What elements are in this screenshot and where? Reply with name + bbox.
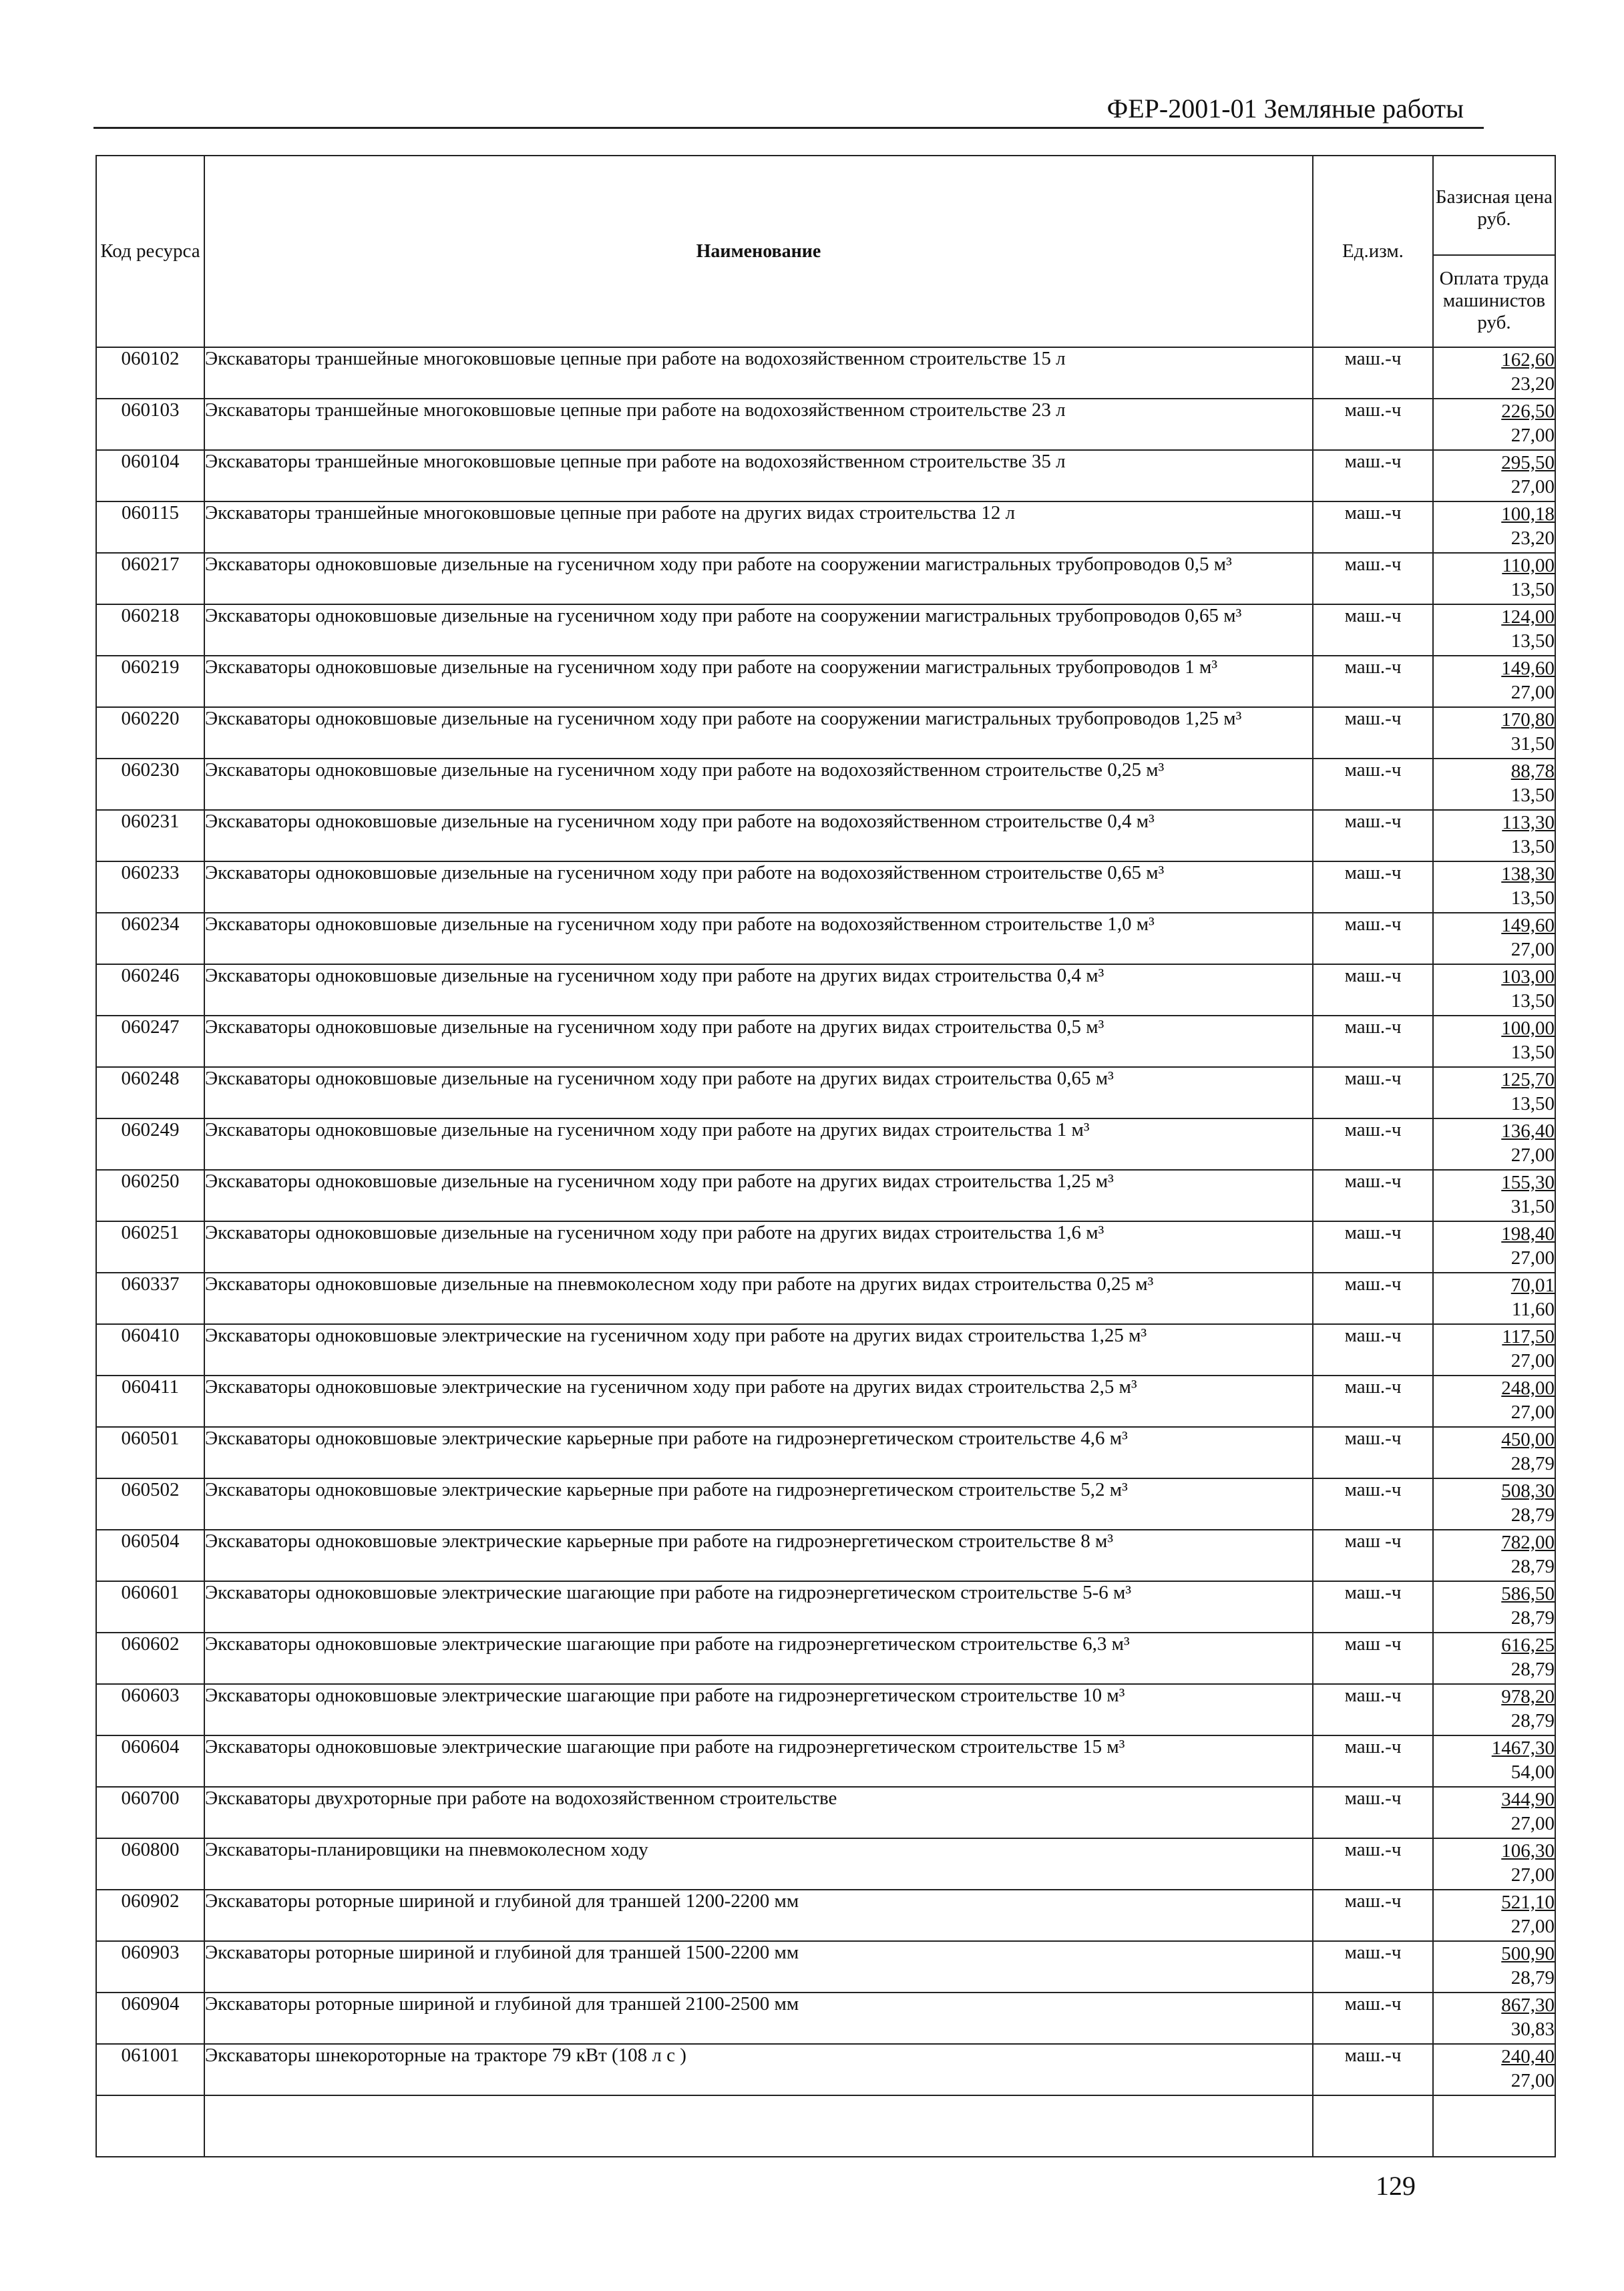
unit-of-measure: маш.-ч <box>1313 1684 1433 1735</box>
resource-code: 060219 <box>96 656 204 707</box>
base-price: 103,00 <box>1501 966 1555 988</box>
table-row <box>96 1067 1555 1118</box>
table-row <box>96 707 1555 759</box>
unit-of-measure: маш.-ч <box>1313 1427 1433 1478</box>
table-row <box>96 1530 1555 1581</box>
base-price: 124,00 <box>1501 606 1555 628</box>
unit-of-measure: маш.-ч <box>1313 1118 1433 1170</box>
table-row <box>96 553 1555 604</box>
operator-wage: 11,60 <box>1511 1299 1555 1320</box>
resource-code: 060604 <box>96 1735 204 1787</box>
unit-of-measure: маш.-ч <box>1313 1890 1433 1941</box>
unit-of-measure: маш.-ч <box>1313 759 1433 810</box>
unit-of-measure: маш.-ч <box>1313 1478 1433 1530</box>
unit-of-measure: маш.-ч <box>1313 913 1433 964</box>
price-cell <box>1433 1838 1555 1890</box>
price-cell <box>1433 501 1555 553</box>
operator-wage: 27,00 <box>1510 1247 1555 1269</box>
resource-code: 060504 <box>96 1530 204 1581</box>
base-price: 240,40 <box>1501 2046 1555 2067</box>
resource-name: Экскаваторы роторные шириной и глубиной для траншей 2100-2500 мм <box>204 1993 1313 2044</box>
operator-wage: 30,83 <box>1510 2019 1555 2040</box>
table-row <box>96 656 1555 707</box>
table-row <box>96 1684 1555 1735</box>
operator-wage: 27,00 <box>1510 1916 1555 1937</box>
table-row <box>96 1273 1555 1324</box>
resource-name: Экскаваторы траншейные многоковшовые цепные при работе на других видах строительства 12 л <box>204 501 1313 553</box>
base-price: 170,80 <box>1501 709 1555 731</box>
resource-name: Экскаваторы двухроторные при работе на водохозяйственном строительстве <box>204 1787 1313 1838</box>
unit-of-measure: маш.-ч <box>1313 707 1433 759</box>
base-price: 138,30 <box>1501 863 1555 885</box>
operator-wage: 28,79 <box>1510 1453 1555 1474</box>
operator-wage: 31,50 <box>1510 1196 1555 1217</box>
unit-of-measure: маш.-ч <box>1313 1787 1433 1838</box>
unit-of-measure: маш.-ч <box>1313 450 1433 501</box>
table-row <box>96 861 1555 913</box>
resource-name: Экскаваторы одноковшовые дизельные на гусеничном ходу при работе на других видах строительства 1 м³ <box>204 1118 1313 1170</box>
resource-code: 060233 <box>96 861 204 913</box>
empty-row <box>96 2095 1555 2157</box>
resource-name: Экскаваторы одноковшовые дизельные на гусеничном ходу при работе на других видах строительства 1,6 м³ <box>204 1221 1313 1273</box>
unit-of-measure: маш.-ч <box>1313 553 1433 604</box>
operator-wage: 27,00 <box>1510 1402 1555 1423</box>
base-price: 136,40 <box>1501 1120 1555 1142</box>
base-price: 521,10 <box>1501 1892 1555 1913</box>
operator-wage: 13,50 <box>1510 887 1555 909</box>
resource-name: Экскаваторы одноковшовые электрические на гусеничном ходу при работе на других видах строительства 1,25 м³ <box>204 1324 1313 1376</box>
resource-code: 060246 <box>96 964 204 1016</box>
col-header-operator-wage: Оплата труда машинистов руб. <box>1439 268 1549 334</box>
resource-code: 061001 <box>96 2044 204 2095</box>
col-header-name: Наименование <box>204 156 1313 347</box>
unit-of-measure: маш.-ч <box>1313 399 1433 450</box>
resource-code: 060602 <box>96 1633 204 1684</box>
resource-code: 060230 <box>96 759 204 810</box>
price-cell <box>1433 1273 1555 1324</box>
base-price: 162,60 <box>1501 349 1555 371</box>
table-row <box>96 913 1555 964</box>
unit-of-measure: маш.-ч <box>1313 861 1433 913</box>
resource-name: Экскаваторы одноковшовые дизельные на гусеничном ходу при работе на других видах строительства 0,5 м³ <box>204 1016 1313 1067</box>
resource-code: 060220 <box>96 707 204 759</box>
document-title: ФЕР-2001-01 Земляные работы <box>1106 93 1464 124</box>
operator-wage: 27,00 <box>1510 939 1555 960</box>
price-cell <box>1433 604 1555 656</box>
base-price: 226,50 <box>1501 401 1555 422</box>
resource-code: 060337 <box>96 1273 204 1324</box>
operator-wage: 27,00 <box>1510 1144 1555 1166</box>
price-cell <box>1433 553 1555 604</box>
base-price: 500,90 <box>1501 1943 1555 1964</box>
price-cell <box>1433 1067 1555 1118</box>
base-price: 149,60 <box>1501 915 1555 936</box>
price-cell <box>1433 1890 1555 1941</box>
operator-wage: 27,00 <box>1510 682 1555 703</box>
unit-of-measure: маш.-ч <box>1313 501 1433 553</box>
base-price: 1467,30 <box>1491 1737 1555 1759</box>
price-cell <box>1433 2044 1555 2095</box>
operator-wage: 13,50 <box>1510 1093 1555 1114</box>
table-row <box>96 1376 1555 1427</box>
resource-code: 060218 <box>96 604 204 656</box>
price-cell <box>1433 1735 1555 1787</box>
resource-code: 060103 <box>96 399 204 450</box>
resource-code: 060410 <box>96 1324 204 1376</box>
operator-wage: 27,00 <box>1510 1350 1555 1372</box>
table-body <box>96 347 1555 2157</box>
table-row <box>96 1787 1555 1838</box>
resource-code: 060247 <box>96 1016 204 1067</box>
resource-name: Экскаваторы одноковшовые дизельные на гусеничном ходу при работе на водохозяйственном строительстве 0,4 м³ <box>204 810 1313 861</box>
base-price: 782,00 <box>1501 1532 1555 1553</box>
resource-code: 060104 <box>96 450 204 501</box>
resource-code: 060502 <box>96 1478 204 1530</box>
price-cell <box>1433 1324 1555 1376</box>
operator-wage: 31,50 <box>1510 733 1555 755</box>
resource-name: Экскаваторы роторные шириной и глубиной для траншей 1200-2200 мм <box>204 1890 1313 1941</box>
base-price: 149,60 <box>1501 658 1555 679</box>
table-row <box>96 1993 1555 2044</box>
price-cell <box>1433 1016 1555 1067</box>
price-cell <box>1433 1684 1555 1735</box>
resource-name: Экскаваторы одноковшовые электрические шагающие при работе на гидроэнергетическом строительстве 10 м³ <box>204 1684 1313 1735</box>
operator-wage: 23,20 <box>1510 528 1555 549</box>
table-row <box>96 1735 1555 1787</box>
table-header-row <box>96 156 1555 347</box>
resource-code: 060231 <box>96 810 204 861</box>
resource-name: Экскаваторы одноковшовые электрические на гусеничном ходу при работе на других видах строительства 2,5 м³ <box>204 1376 1313 1427</box>
unit-of-measure: маш.-ч <box>1313 1324 1433 1376</box>
price-cell <box>1433 1993 1555 2044</box>
price-cell <box>1433 707 1555 759</box>
resource-code: 060249 <box>96 1118 204 1170</box>
price-cell <box>1433 399 1555 450</box>
price-cell <box>1433 861 1555 913</box>
resource-name: Экскаваторы роторные шириной и глубиной для траншей 1500-2200 мм <box>204 1941 1313 1993</box>
resource-code: 060115 <box>96 501 204 553</box>
price-cell <box>1433 347 1555 399</box>
resource-name: Экскаваторы одноковшовые электрические карьерные при работе на гидроэнергетическом строительстве 8 м³ <box>204 1530 1313 1581</box>
base-price: 113,30 <box>1502 812 1555 833</box>
empty-cell <box>96 2095 204 2157</box>
price-cell <box>1433 1941 1555 1993</box>
resource-name: Экскаваторы траншейные многоковшовые цепные при работе на водохозяйственном строительстве 15 л <box>204 347 1313 399</box>
base-price: 155,30 <box>1501 1172 1555 1193</box>
price-cell <box>1433 1376 1555 1427</box>
resource-name: Экскаваторы одноковшовые дизельные на гусеничном ходу при работе на сооружении магистральных трубопроводов 1,25 м³ <box>204 707 1313 759</box>
price-cell <box>1433 450 1555 501</box>
unit-of-measure: маш.-ч <box>1313 1170 1433 1221</box>
operator-wage: 28,79 <box>1510 1710 1555 1731</box>
resource-name: Экскаваторы-планировщики на пневмоколесном ходу <box>204 1838 1313 1890</box>
resource-code: 060248 <box>96 1067 204 1118</box>
base-price: 344,90 <box>1501 1789 1555 1810</box>
resource-name: Экскаваторы одноковшовые электрические шагающие при работе на гидроэнергетическом строительстве 15 м³ <box>204 1735 1313 1787</box>
operator-wage: 13,50 <box>1510 630 1555 652</box>
base-price: 70,01 <box>1510 1275 1555 1296</box>
resource-code: 060904 <box>96 1993 204 2044</box>
resource-name: Экскаваторы одноковшовые дизельные на гусеничном ходу при работе на сооружении магистральных трубопроводов 1 м³ <box>204 656 1313 707</box>
unit-of-measure: маш.-ч <box>1313 1221 1433 1273</box>
resource-name: Экскаваторы одноковшовые дизельные на гусеничном ходу при работе на водохозяйственном строительстве 0,65 м³ <box>204 861 1313 913</box>
running-header <box>93 93 1484 129</box>
base-price: 295,50 <box>1501 452 1555 473</box>
base-price: 88,78 <box>1510 761 1555 782</box>
unit-of-measure: маш.-ч <box>1313 2044 1433 2095</box>
base-price: 117,50 <box>1502 1326 1555 1347</box>
price-cell <box>1433 1221 1555 1273</box>
operator-wage: 13,50 <box>1510 990 1555 1012</box>
resource-name: Экскаваторы траншейные многоковшовые цепные при работе на водохозяйственном строительстве 23 л <box>204 399 1313 450</box>
price-cell <box>1433 913 1555 964</box>
empty-cell <box>204 2095 1313 2157</box>
table-row <box>96 2044 1555 2095</box>
resource-name: Экскаваторы одноковшовые электрические шагающие при работе на гидроэнергетическом строительстве 5-6 м³ <box>204 1581 1313 1633</box>
unit-of-measure: маш.-ч <box>1313 1581 1433 1633</box>
resource-code: 060601 <box>96 1581 204 1633</box>
col-header-base-price: Базисная цена руб. <box>1434 156 1555 256</box>
resource-code: 060250 <box>96 1170 204 1221</box>
col-header-unit: Ед.изм. <box>1313 156 1433 347</box>
resource-code: 060700 <box>96 1787 204 1838</box>
unit-of-measure: маш.-ч <box>1313 1273 1433 1324</box>
operator-wage: 28,79 <box>1510 1607 1555 1629</box>
table-row <box>96 1633 1555 1684</box>
unit-of-measure: маш.-ч <box>1313 347 1433 399</box>
resource-code: 060102 <box>96 347 204 399</box>
resource-name: Экскаваторы одноковшовые электрические шагающие при работе на гидроэнергетическом строительстве 6,3 м³ <box>204 1633 1313 1684</box>
resource-code: 060603 <box>96 1684 204 1735</box>
table-row <box>96 1890 1555 1941</box>
table-row <box>96 347 1555 399</box>
resource-name: Экскаваторы траншейные многоковшовые цепные при работе на водохозяйственном строительстве 35 л <box>204 450 1313 501</box>
resource-name: Экскаваторы шнекороторные на тракторе 79 кВт (108 л с ) <box>204 2044 1313 2095</box>
empty-cell <box>1433 2095 1555 2157</box>
operator-wage: 28,79 <box>1510 1556 1555 1577</box>
operator-wage: 13,50 <box>1510 836 1555 857</box>
table-row <box>96 1427 1555 1478</box>
resource-price-table <box>95 155 1556 2157</box>
col-header-code: Код ресурса <box>96 156 204 347</box>
unit-of-measure: маш -ч <box>1313 1633 1433 1684</box>
table-row <box>96 1016 1555 1067</box>
resource-name: Экскаваторы одноковшовые дизельные на гусеничном ходу при работе на сооружении магистральных трубопроводов 0,65 м³ <box>204 604 1313 656</box>
operator-wage: 28,79 <box>1510 1659 1555 1680</box>
resource-code: 060411 <box>96 1376 204 1427</box>
table-row <box>96 1118 1555 1170</box>
base-price: 198,40 <box>1501 1223 1555 1245</box>
base-price: 867,30 <box>1501 1995 1555 2016</box>
operator-wage: 28,79 <box>1510 1967 1555 1989</box>
price-cell <box>1433 759 1555 810</box>
base-price: 978,20 <box>1501 1686 1555 1707</box>
resource-name: Экскаваторы одноковшовые дизельные на гусеничном ходу при работе на водохозяйственном строительстве 0,25 м³ <box>204 759 1313 810</box>
resource-name: Экскаваторы одноковшовые дизельные на гусеничном ходу при работе на других видах строительства 1,25 м³ <box>204 1170 1313 1221</box>
base-price: 100,18 <box>1501 503 1555 525</box>
table-row <box>96 1838 1555 1890</box>
base-price: 616,25 <box>1501 1635 1555 1656</box>
operator-wage: 27,00 <box>1510 2070 1555 2091</box>
price-cell <box>1433 1170 1555 1221</box>
table-row <box>96 399 1555 450</box>
empty-cell <box>1313 2095 1433 2157</box>
price-cell <box>1433 1787 1555 1838</box>
unit-of-measure: маш.-ч <box>1313 1067 1433 1118</box>
table-row <box>96 759 1555 810</box>
base-price: 508,30 <box>1501 1480 1555 1502</box>
resource-name: Экскаваторы одноковшовые дизельные на гусеничном ходу при работе на других видах строительства 0,4 м³ <box>204 964 1313 1016</box>
base-price: 125,70 <box>1501 1069 1555 1090</box>
table-row <box>96 1221 1555 1273</box>
unit-of-measure: маш.-ч <box>1313 964 1433 1016</box>
price-cell <box>1433 1633 1555 1684</box>
base-price: 110,00 <box>1502 555 1555 576</box>
resource-code: 060234 <box>96 913 204 964</box>
operator-wage: 27,00 <box>1510 425 1555 446</box>
unit-of-measure: маш.-ч <box>1313 656 1433 707</box>
table-row <box>96 450 1555 501</box>
table-row <box>96 810 1555 861</box>
resource-name: Экскаваторы одноковшовые дизельные на гусеничном ходу при работе на водохозяйственном строительстве 1,0 м³ <box>204 913 1313 964</box>
base-price: 450,00 <box>1501 1429 1555 1450</box>
price-cell <box>1433 656 1555 707</box>
table-row <box>96 1324 1555 1376</box>
resource-name: Экскаваторы одноковшовые дизельные на гусеничном ходу при работе на других видах строительства 0,65 м³ <box>204 1067 1313 1118</box>
operator-wage: 54,00 <box>1510 1761 1555 1783</box>
operator-wage: 13,50 <box>1510 579 1555 600</box>
resource-code: 060217 <box>96 553 204 604</box>
table-row <box>96 501 1555 553</box>
price-cell <box>1433 1530 1555 1581</box>
resource-code: 060800 <box>96 1838 204 1890</box>
base-price: 586,50 <box>1501 1583 1555 1605</box>
unit-of-measure: маш.-ч <box>1313 1376 1433 1427</box>
base-price: 248,00 <box>1501 1378 1555 1399</box>
price-cell <box>1433 1478 1555 1530</box>
price-cell <box>1433 1581 1555 1633</box>
base-price: 100,00 <box>1501 1018 1555 1039</box>
page-number: 129 <box>1376 2171 1416 2201</box>
base-price: 106,30 <box>1501 1840 1555 1862</box>
unit-of-measure: маш.-ч <box>1313 1993 1433 2044</box>
table-row <box>96 1581 1555 1633</box>
resource-name: Экскаваторы одноковшовые дизельные на пневмоколесном ходу при работе на других видах строительства 0,25 м³ <box>204 1273 1313 1324</box>
unit-of-measure: маш.-ч <box>1313 1838 1433 1890</box>
unit-of-measure: маш.-ч <box>1313 604 1433 656</box>
operator-wage: 28,79 <box>1510 1504 1555 1526</box>
price-cell <box>1433 1118 1555 1170</box>
resource-code: 060251 <box>96 1221 204 1273</box>
table-row <box>96 604 1555 656</box>
operator-wage: 27,00 <box>1510 1864 1555 1886</box>
operator-wage: 23,20 <box>1510 373 1555 395</box>
resource-code: 060903 <box>96 1941 204 1993</box>
resource-code: 060902 <box>96 1890 204 1941</box>
operator-wage: 27,00 <box>1510 1813 1555 1834</box>
unit-of-measure: маш.-ч <box>1313 1016 1433 1067</box>
price-cell <box>1433 810 1555 861</box>
unit-of-measure: маш.-ч <box>1313 1735 1433 1787</box>
resource-code: 060501 <box>96 1427 204 1478</box>
table-row <box>96 964 1555 1016</box>
resource-name: Экскаваторы одноковшовые электрические карьерные при работе на гидроэнергетическом строительстве 4,6 м³ <box>204 1427 1313 1478</box>
col-header-price <box>1433 156 1555 347</box>
price-cell <box>1433 964 1555 1016</box>
table-row <box>96 1941 1555 1993</box>
unit-of-measure: маш.-ч <box>1313 1941 1433 1993</box>
unit-of-measure: маш -ч <box>1313 1530 1433 1581</box>
operator-wage: 13,50 <box>1510 1042 1555 1063</box>
operator-wage: 27,00 <box>1510 476 1555 497</box>
table-row <box>96 1170 1555 1221</box>
price-cell <box>1433 1427 1555 1478</box>
operator-wage: 13,50 <box>1510 785 1555 806</box>
resource-name: Экскаваторы одноковшовые дизельные на гусеничном ходу при работе на сооружении магистральных трубопроводов 0,5 м³ <box>204 553 1313 604</box>
resource-name: Экскаваторы одноковшовые электрические карьерные при работе на гидроэнергетическом строительстве 5,2 м³ <box>204 1478 1313 1530</box>
table-row <box>96 1478 1555 1530</box>
unit-of-measure: маш.-ч <box>1313 810 1433 861</box>
